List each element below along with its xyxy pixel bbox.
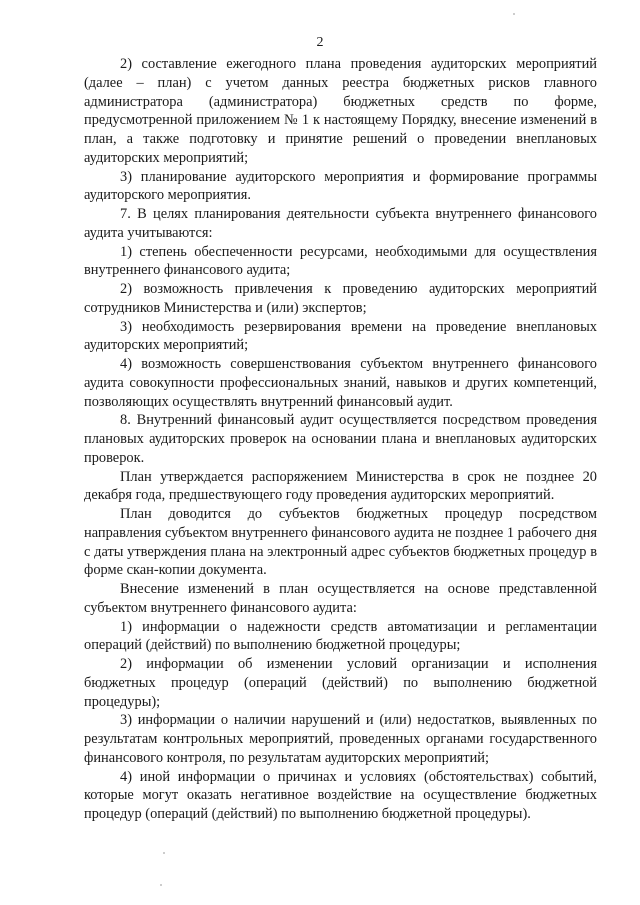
scan-speck — [513, 13, 515, 15]
paragraph: 1) информации о надежности средств автоматизации и регламентации операций (действий) по выполнению бюджетной процедуры; — [84, 618, 597, 654]
page-number: 2 — [316, 35, 324, 50]
paragraph: 2) возможность привлечения к проведению аудиторских мероприятий сотрудников Министерства и (или) экспертов; — [84, 281, 597, 316]
paragraph: 2) информации об изменении условий организации и исполнения бюджетных процедур (операций (действий) по выполнению бюджетной процедуры); — [84, 656, 597, 710]
paragraph: 7. В целях планирования деятельности субъекта внутреннего финансового аудита учитываются: — [84, 206, 597, 241]
paragraph: 3) необходимость резервирования времени на проведение внеплановых аудиторских мероприятий; — [84, 318, 597, 354]
paragraph: 4) иной информации о причинах и условиях (обстоятельствах) событий, которые могут оказать негативное воздействие на осуществление бюджетных процедур (операций (действий) по выполнению бюджетной процедуры). — [84, 768, 597, 822]
paragraph: 8. Внутренний финансовый аудит осуществляется посредством проведения плановых аудиторских проверок на основании плана и внеплановых аудиторских проверок. — [84, 412, 597, 466]
paragraph: 4) возможность совершенствования субъектом внутреннего финансового аудита совокупности профессиональных знаний, навыков и других компетенций, позволяющих осуществлять внутренний финансовый аудит. — [84, 356, 597, 410]
paragraph: Внесение изменений в план осуществляется на основе представленной субъектом внутреннего финансового аудита: — [84, 581, 597, 616]
document-body — [84, 55, 597, 824]
paragraph: План доводится до субъектов бюджетных процедур посредством направления субъектом внутреннего финансового аудита не позднее 1 рабочего дня с даты утверждения плана на электронный адрес субъектов бюджетных процедур в форме скан-копии документа. — [84, 506, 597, 579]
paragraph: 1) степень обеспеченности ресурсами, необходимыми для осуществления внутреннего финансового аудита; — [84, 243, 597, 279]
paragraph: 3) планирование аудиторского мероприятия и формирование программы аудиторского мероприятия. — [84, 168, 597, 204]
scan-speck — [160, 884, 162, 886]
paragraph: 3) информации о наличии нарушений и (или) недостатков, выявленных по результатам контрольных мероприятий, проведенных органами государственного финансового контроля, по результатам аудиторских мероприятий; — [84, 712, 597, 766]
scan-speck — [163, 852, 165, 854]
paragraph: 2) составление ежегодного плана проведения аудиторских мероприятий (далее – план) с учетом данных реестра бюджетных рисков главного администратора (администратора) бюджетных средств по форме, предусмотренной приложением № 1 к настоящему Порядку, внесение изменений в план, а также подготовку и принятие решений о проведении внеплановых аудиторских мероприятий; — [84, 56, 597, 166]
paragraph: План утверждается распоряжением Министерства в срок не позднее 20 декабря года, предшествующего году проведения аудиторских мероприятий. — [84, 468, 597, 504]
